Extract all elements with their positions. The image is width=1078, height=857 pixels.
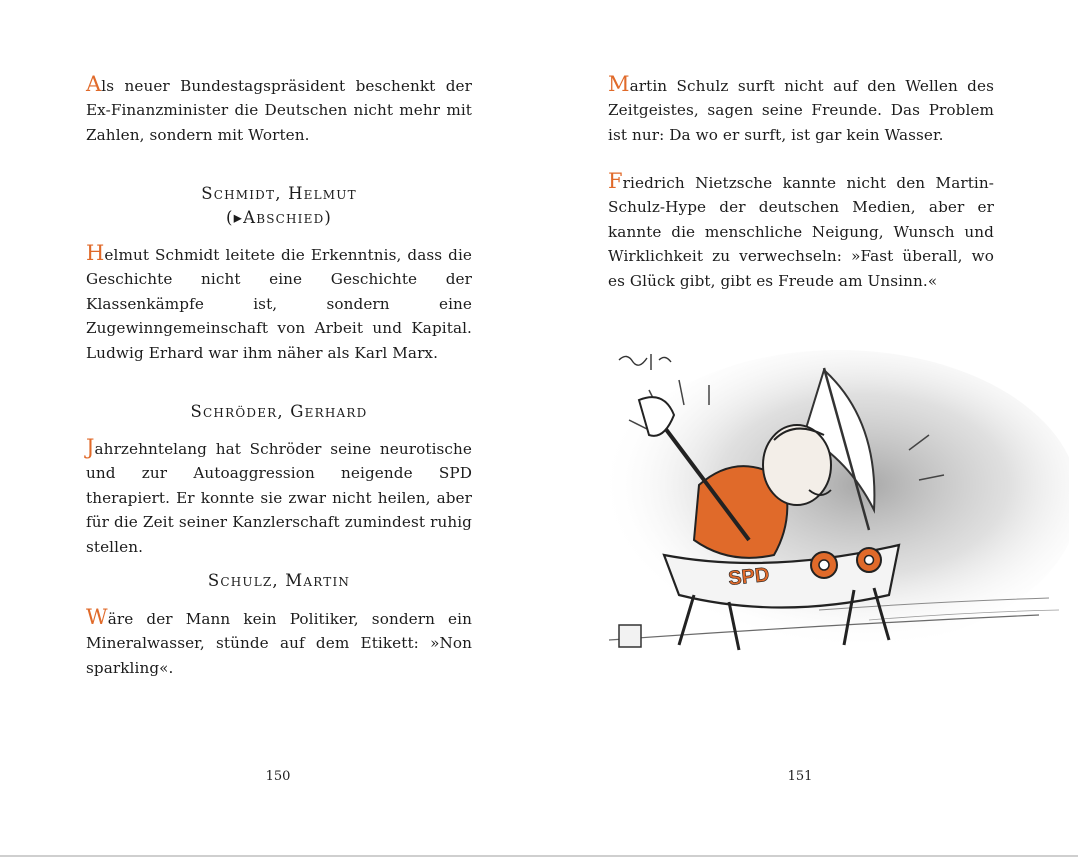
schulz-paragraph [86,607,472,680]
right-page [539,0,1078,855]
paragraph-text: äre der Mann kein Politiker, sondern ein Mineralwasser, stünde auf dem Etikett: »Non sparkling«. [86,610,472,677]
paragraph-text: artin Schulz surft nicht auf den Wellen des Zeitgeistes, sagen seine Freunde. Das Problem ist nur: Da wo er surft, ist gar kein Wasser. [608,77,994,144]
drop-initial: W [86,605,108,629]
entry-heading-schroeder: Schröder, Gerhard [190,402,368,421]
drop-initial: A [86,72,102,96]
drop-initial: F [608,169,623,193]
cross-reference-abschied[interactable]: (▸Abschied) [225,208,333,227]
paragraph-text: elmut Schmidt leitete die Erkenntnis, dass die Geschichte nicht eine Geschichte der Klassenkämpfe ist, sondern eine Zugewinngemeinschaft von Arbeit und Kapital. Ludwig Erhard war ihm näher als Karl Marx. [86,246,472,362]
intro-paragraph [86,74,472,147]
signature-icon [619,354,671,370]
drop-initial: M [608,72,630,96]
page-number-left: 150 [265,769,291,784]
schmidt-paragraph [86,243,472,365]
spd-label: SPD [727,563,771,590]
nietzsche-paragraph [608,171,994,293]
page-number-right: 151 [787,769,813,784]
drop-initial: J [86,435,95,459]
left-page [0,0,539,855]
caricature-illustration [569,340,1069,680]
paragraph-text: riedrich Nietzsche kannte nicht den Martin-Schulz-Hype der deutschen Medien, aber er kannte die menschliche Neigung, Wunsch und Wirklichkeit zu verwechseln: »Fast überall, wo es Glück gibt, gibt es Freude am Unsinn.« [608,174,994,290]
entry-heading-schmidt: Schmidt, Helmut [201,184,357,203]
paragraph-text: ahrzehntelang hat Schröder seine neurotische und zur Autoaggression neigende SPD therapiert. Er konnte sie zwar nicht heilen, aber für die Zeit seiner Kanzlerschaft zumindest ruhig stellen. [86,440,472,556]
paint-bucket-icon [619,625,641,647]
caricature-head [763,425,831,505]
schulz-surf-paragraph [608,74,994,147]
entry-heading-schulz: Schulz, Martin [207,571,351,590]
drop-initial: H [86,241,105,265]
paragraph-text: ls neuer Bundestagspräsident beschenkt der Ex-Finanzminister die Deutschen nicht mehr mit Zahlen, sondern mit Worten. [86,77,472,144]
schroeder-paragraph [86,437,472,559]
